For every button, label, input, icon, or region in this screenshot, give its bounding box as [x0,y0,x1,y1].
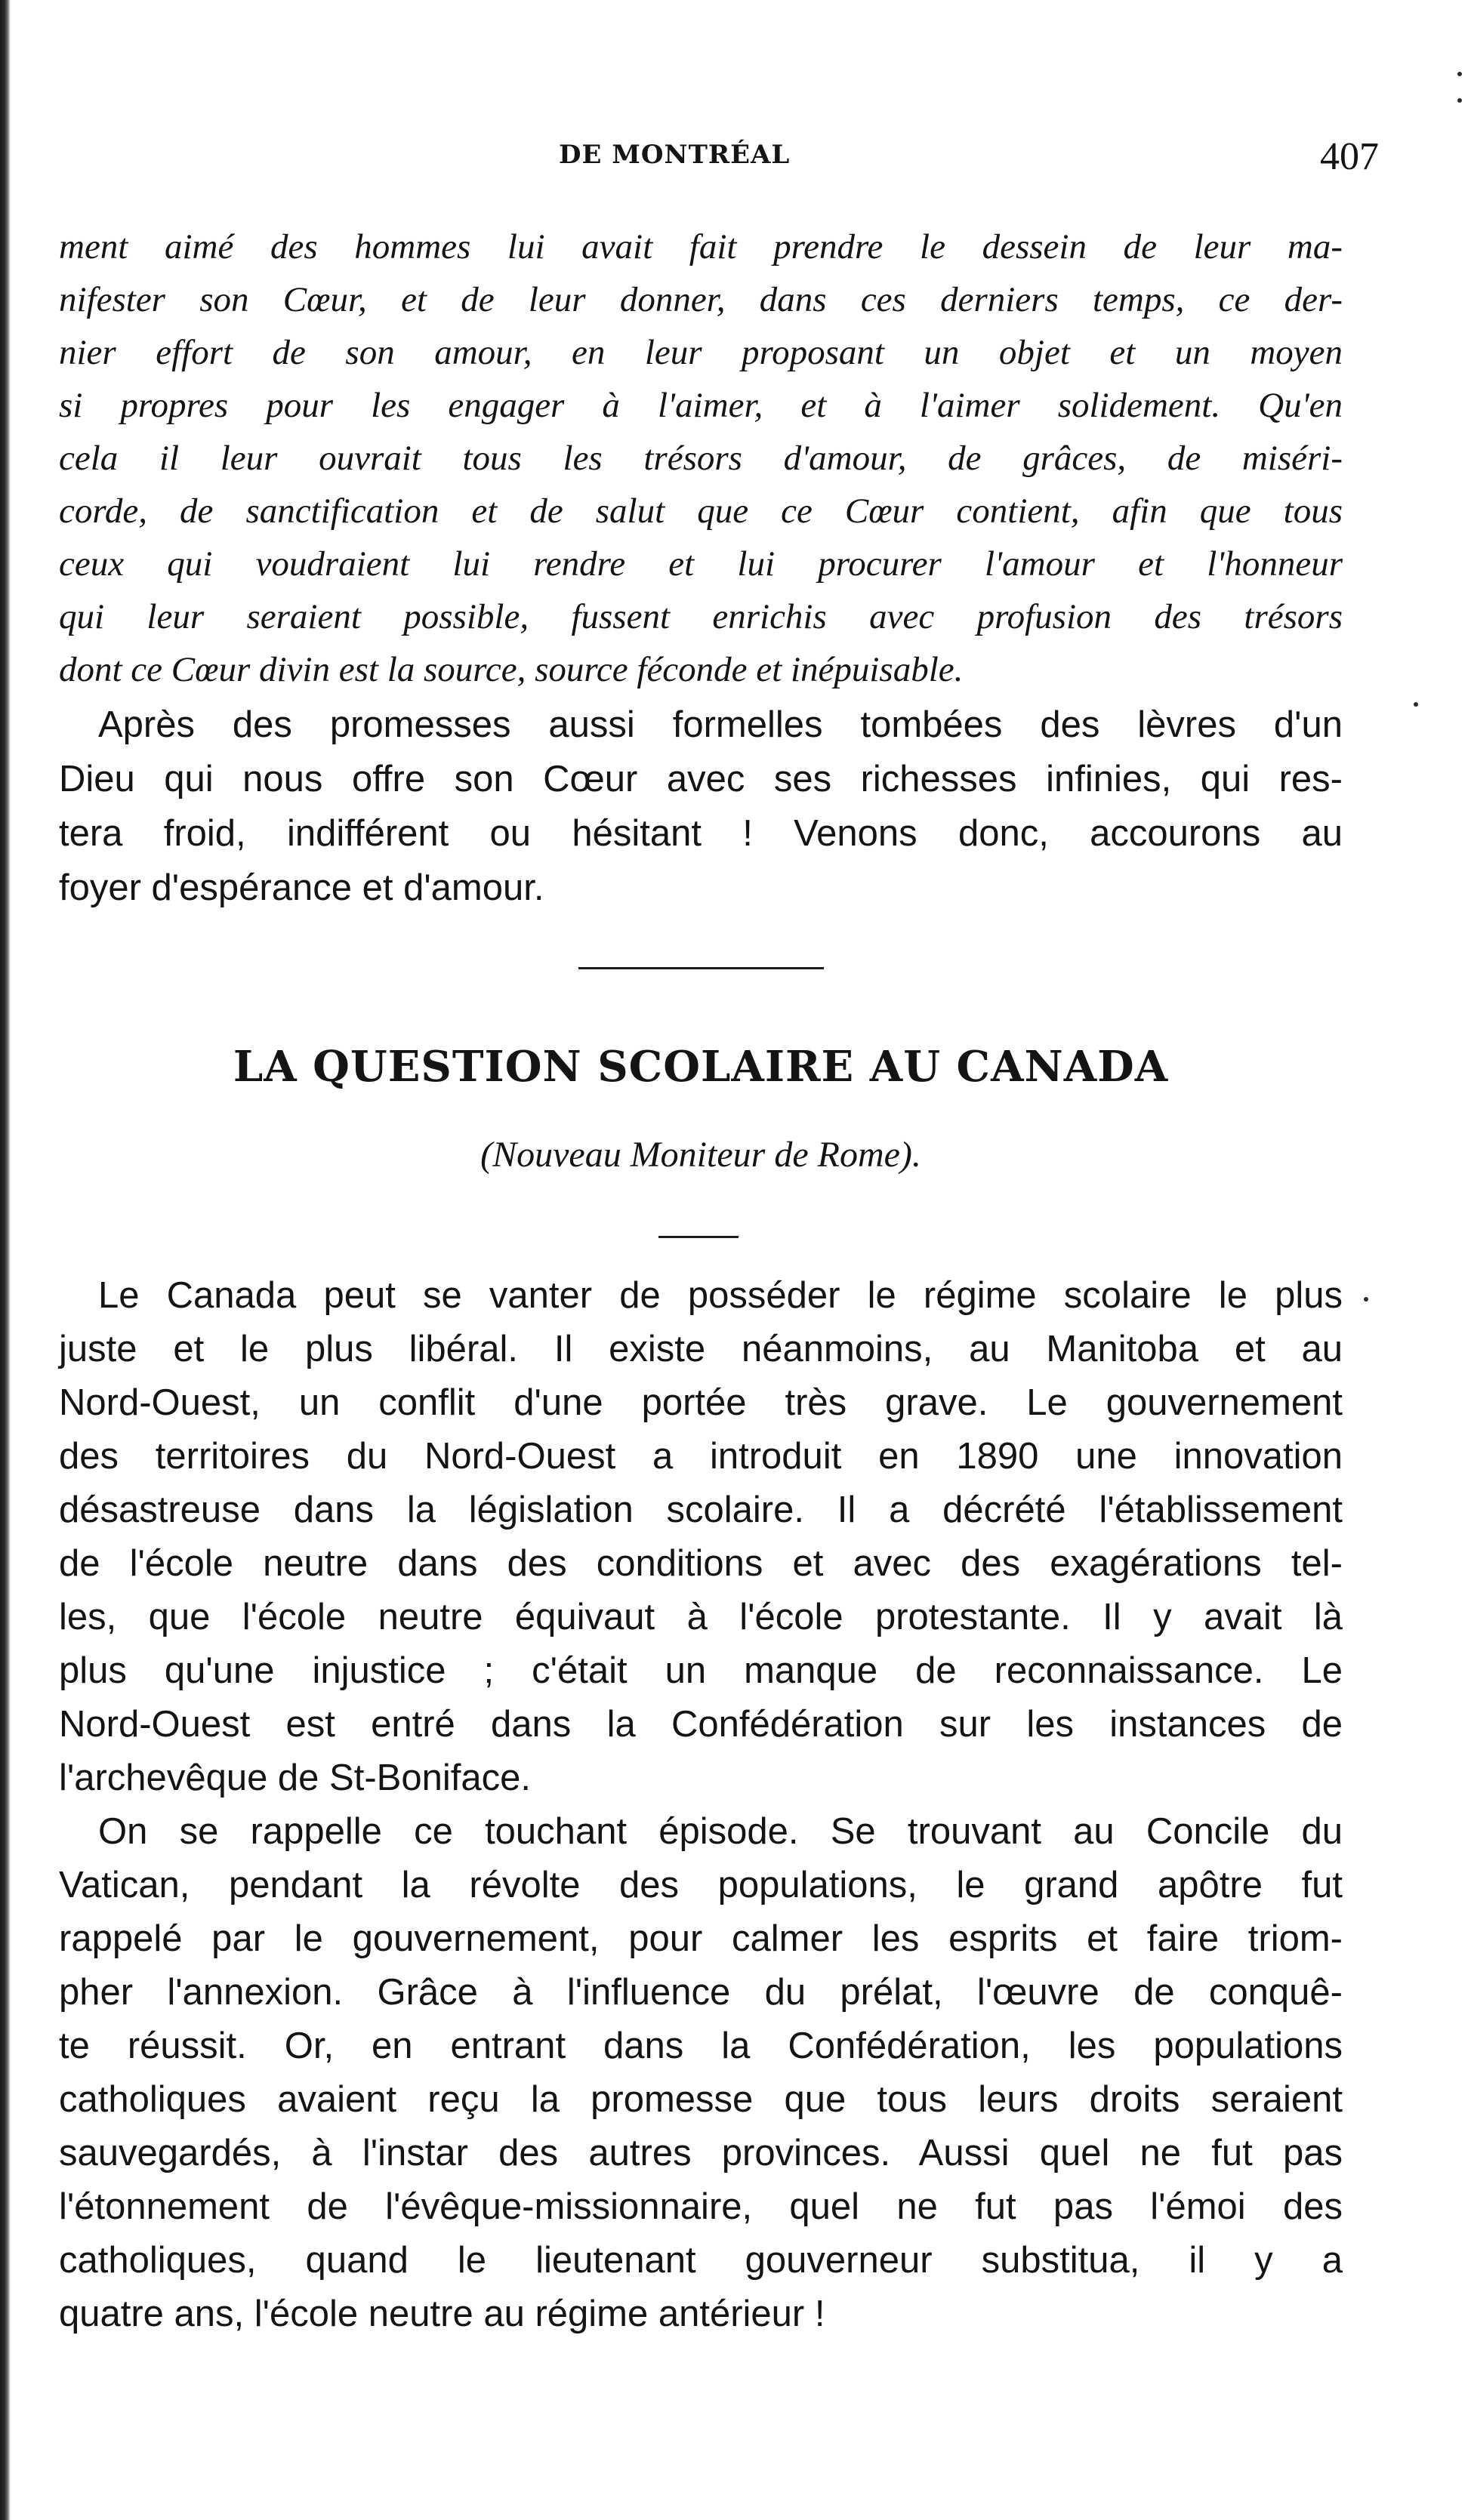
text-line: ment aimé des hommes lui avait fait prendre le dessein de leur ma- [59,227,1343,266]
page-number: 407 [1320,135,1379,178]
text-line: pher l'annexion. Grâce à l'influence du prélat, l'œuvre de conquê- [59,1972,1343,2013]
text-line: Dieu qui nous offre son Cœur avec ses richesses infinies, qui res- [59,759,1343,799]
scan-speck [1364,1297,1368,1302]
section-source: (Nouveau Moniteur de Rome). [480,1135,921,1175]
text-line: Le Canada peut se vanter de posséder le régime scolaire le plus [98,1275,1343,1316]
text-line: l'étonnement de l'évêque-missionnaire, quel ne fut pas l'émoi des [59,2186,1343,2227]
text-line: foyer d'espérance et d'amour. [59,867,544,908]
text-line: catholiques avaient reçu la promesse que tous leurs droits seraient [59,2079,1343,2120]
text-line: Nord-Ouest est entré dans la Confédération sur les instances de [59,1704,1343,1745]
section-divider [578,967,824,969]
text-line: désastreuse dans la législation scolaire. Il a décrété l'établissement [59,1490,1343,1530]
text-line: dont ce Cœur divin est la source, source féconde et inépuisable. [59,650,964,689]
text-line: Vatican, pendant la révolte des populations, le grand apôtre fut [59,1865,1343,1905]
text-line: nier effort de son amour, en leur proposant un objet et un moyen [59,333,1343,372]
text-line: qui leur seraient possible, fussent enrichis avec profusion des trésors [59,597,1343,636]
text-line: quatre ans, l'école neutre au régime antérieur ! [59,2294,825,2334]
running-head: DE MONTRÉAL [559,140,791,170]
text-line: catholiques, quand le lieutenant gouverneur substitua, il y a [59,2240,1343,2281]
text-line: les, que l'école neutre équivaut à l'école protestante. Il y avait là [59,1597,1343,1637]
scan-speck [1457,72,1462,76]
text-line: ceux qui voudraient lui rendre et lui procurer l'amour et l'honneur [59,544,1343,584]
text-line: nifester son Cœur, et de leur donner, dans ces derniers temps, ce der- [59,280,1343,319]
text-line: de l'école neutre dans des conditions et avec des exagérations tel- [59,1543,1343,1584]
text-line: Nord-Ouest, un conflit d'une portée très grave. Le gouvernement [59,1382,1343,1423]
text-line: te réussit. Or, en entrant dans la Confédération, les populations [59,2026,1343,2066]
text-line: des territoires du Nord-Ouest a introduit en 1890 une innovation [59,1436,1343,1477]
text-line: On se rappelle ce touchant épisode. Se trouvant au Concile du [98,1811,1343,1852]
text-line: l'archevêque de St-Boniface. [59,1758,531,1798]
text-line: Après des promesses aussi formelles tombées des lèvres d'un [98,704,1343,745]
scan-speck [1414,702,1418,707]
text-line: cela il leur ouvrait tous les trésors d'amour, de grâces, de miséri- [59,439,1343,478]
text-line: juste et le plus libéral. Il existe néanmoins, au Manitoba et au [59,1329,1343,1369]
text-line: plus qu'une injustice ; c'était un manque de reconnaissance. Le [59,1650,1343,1691]
section-title: LA QUESTION SCOLAIRE AU CANADA [233,1042,1169,1092]
title-divider [658,1236,739,1238]
text-line: si propres pour les engager à l'aimer, et à l'aimer solidement. Qu'en [59,386,1343,425]
text-line: tera froid, indifférent ou hésitant ! Venons donc, accourons au [59,813,1343,854]
text-line: corde, de sanctification et de salut que ce Cœur contient, afin que tous [59,491,1343,531]
text-line: rappelé par le gouvernement, pour calmer les esprits et faire triom- [59,1918,1343,1959]
text-line: sauvegardés, à l'instar des autres provinces. Aussi quel ne fut pas [59,2133,1343,2173]
scan-speck [1457,98,1462,103]
